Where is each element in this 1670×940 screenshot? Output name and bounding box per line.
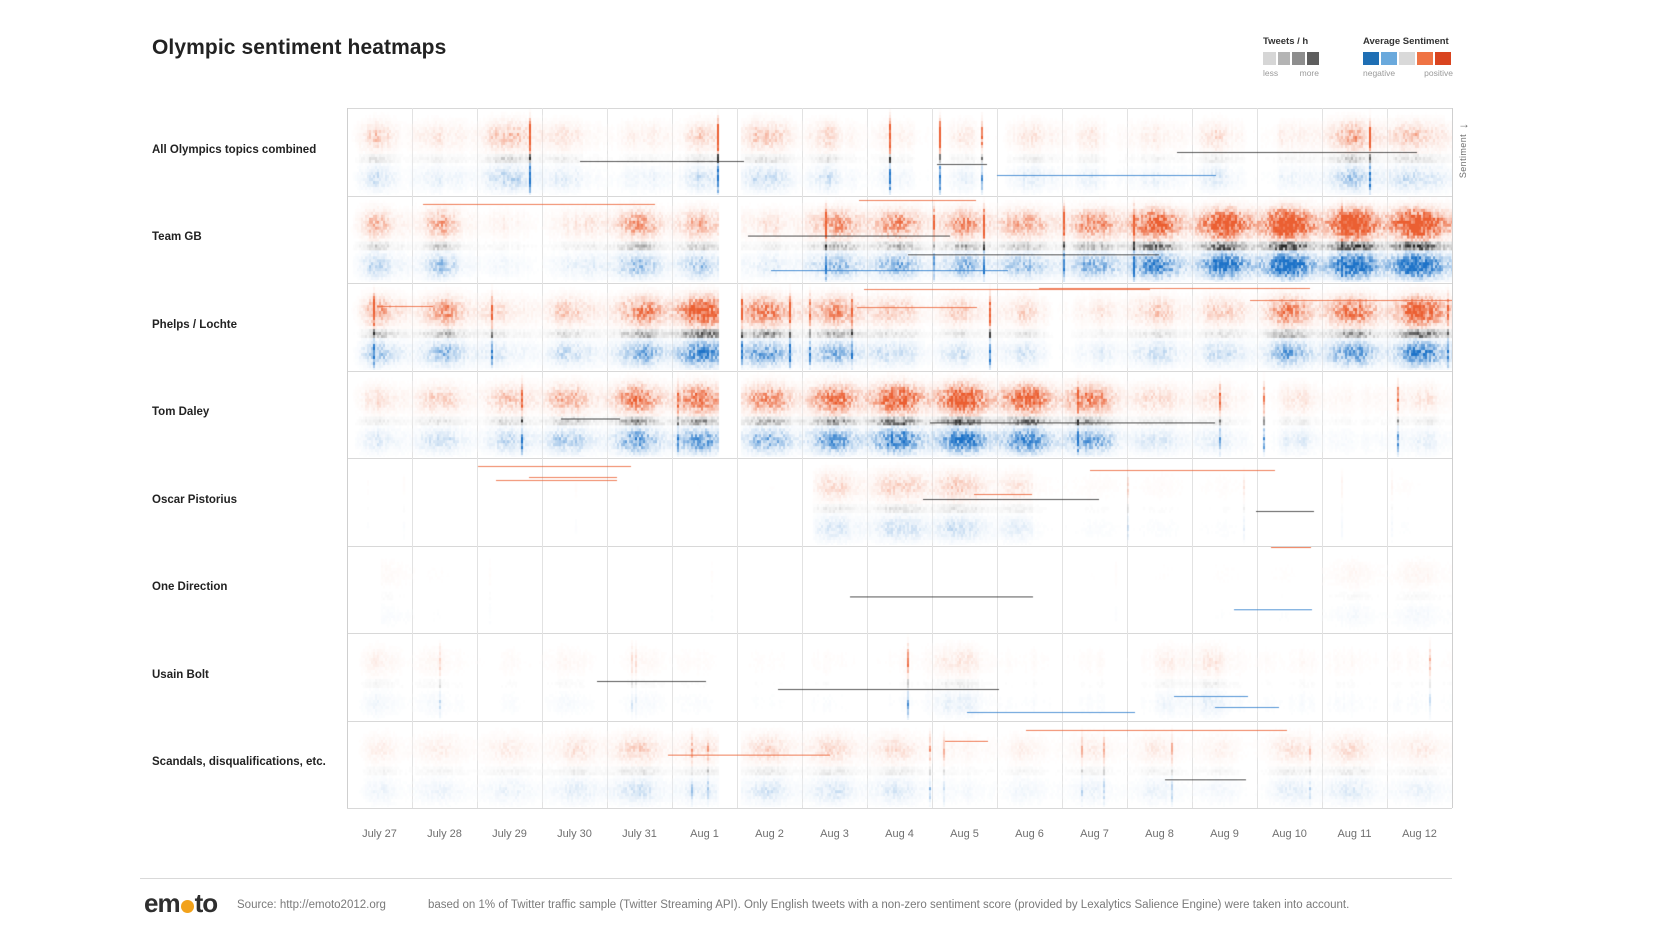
heatmap-row-label: All Olympics topics combined bbox=[152, 143, 317, 156]
x-axis-tick-label: Aug 1 bbox=[690, 828, 719, 840]
x-axis-tick-label: July 29 bbox=[492, 828, 527, 840]
legend-sentiment-swatches bbox=[1363, 52, 1453, 65]
heatmap-row-canvas bbox=[347, 284, 1452, 370]
logo-dot-icon bbox=[181, 900, 194, 913]
heatmap-row-canvas bbox=[347, 372, 1452, 458]
heatmap-row-canvas bbox=[347, 547, 1452, 633]
legend-sentiment-swatch-4 bbox=[1435, 52, 1451, 65]
sentiment-axis-annotation bbox=[1458, 118, 1478, 198]
x-axis-tick-label: July 31 bbox=[622, 828, 657, 840]
legend-sentiment-labels bbox=[1363, 68, 1453, 78]
sentiment-axis-label: Sentiment bbox=[1458, 134, 1468, 179]
gridline-vertical bbox=[1452, 108, 1453, 808]
heatmap-row-label: Tom Daley bbox=[152, 406, 210, 419]
emoto-logo bbox=[144, 888, 217, 919]
legend-tweets-high-label: more bbox=[1299, 68, 1319, 78]
heatmap-row-canvas bbox=[347, 197, 1452, 283]
x-axis-tick-label: Aug 5 bbox=[950, 828, 979, 840]
legend-tweets-swatch-0 bbox=[1263, 52, 1276, 65]
footer-divider bbox=[140, 878, 1452, 879]
legend-sentiment-high-label: positive bbox=[1424, 68, 1453, 78]
heatmap-row-canvas bbox=[347, 722, 1452, 808]
footer-source: Source: http://emoto2012.org bbox=[237, 899, 386, 911]
heatmap-row bbox=[347, 284, 1452, 370]
legend-sentiment-low-label: negative bbox=[1363, 68, 1396, 78]
legend-tweets-low-label: less bbox=[1263, 68, 1279, 78]
footer-note: based on 1% of Twitter traffic sample (Twitter Streaming API). Only English tweets with a non-zero sentiment score (provided by Lexalytics Salience Engine) were taken into account. bbox=[428, 899, 1350, 911]
heatmap-row-canvas bbox=[347, 634, 1452, 720]
heatmap-row bbox=[347, 372, 1452, 458]
x-axis-tick-label: Aug 9 bbox=[1210, 828, 1239, 840]
page-title: Olympic sentiment heatmaps bbox=[152, 36, 447, 59]
legend-tweets-per-hour bbox=[1263, 36, 1319, 78]
heatmap-row bbox=[347, 197, 1452, 283]
legend-sentiment-swatch-3 bbox=[1417, 52, 1433, 65]
heatmap-row-label: Phelps / Lochte bbox=[152, 318, 237, 331]
legend-tweets-title: Tweets / h bbox=[1263, 36, 1309, 47]
heatmap-row-label: One Direction bbox=[152, 581, 228, 594]
x-axis-tick-label: Aug 11 bbox=[1337, 828, 1372, 840]
legend-average-sentiment bbox=[1363, 36, 1453, 78]
heatmap-row bbox=[347, 722, 1452, 808]
heatmap-row-label: Usain Bolt bbox=[152, 668, 209, 681]
legend-sentiment-swatch-0 bbox=[1363, 52, 1379, 65]
x-axis-tick-label: Aug 12 bbox=[1402, 828, 1437, 840]
legend-tweets-swatches bbox=[1263, 52, 1319, 65]
heatmap-row bbox=[347, 459, 1452, 545]
x-axis-tick-label: Aug 3 bbox=[820, 828, 849, 840]
x-axis-tick-label: Aug 4 bbox=[885, 828, 914, 840]
x-axis-tick-label: Aug 2 bbox=[755, 828, 784, 840]
legend-sentiment-title: Average Sentiment bbox=[1363, 36, 1449, 47]
x-axis-tick-label: Aug 10 bbox=[1272, 828, 1307, 840]
legend-tweets-labels bbox=[1263, 68, 1319, 78]
legend-sentiment-swatch-2 bbox=[1399, 52, 1415, 65]
legend-tweets-swatch-3 bbox=[1307, 52, 1320, 65]
heatmap-row-label: Team GB bbox=[152, 231, 202, 244]
legend-tweets-swatch-1 bbox=[1278, 52, 1291, 65]
x-axis-tick-label: July 28 bbox=[427, 828, 462, 840]
legend-tweets-swatch-2 bbox=[1292, 52, 1305, 65]
x-axis-tick-label: July 30 bbox=[557, 828, 592, 840]
x-axis-tick-label: July 27 bbox=[362, 828, 397, 840]
heatmap-row bbox=[347, 547, 1452, 633]
heatmap-row-label: Scandals, disqualifications, etc. bbox=[152, 756, 326, 769]
x-axis-tick-label: Aug 7 bbox=[1080, 828, 1109, 840]
logo-text-left: em bbox=[144, 888, 180, 918]
logo-text-right: to bbox=[194, 888, 218, 918]
x-axis-tick-label: Aug 6 bbox=[1015, 828, 1044, 840]
legend-sentiment-swatch-1 bbox=[1381, 52, 1397, 65]
x-axis-tick-label: Aug 8 bbox=[1145, 828, 1174, 840]
heatmap-row-canvas bbox=[347, 109, 1452, 195]
sentiment-axis-arrow-icon: → bbox=[1458, 117, 1470, 131]
heatmap-row-canvas bbox=[347, 459, 1452, 545]
heatmap-row-label: Oscar Pistorius bbox=[152, 493, 238, 506]
heatmap-row bbox=[347, 634, 1452, 720]
gridline-horizontal bbox=[347, 808, 1452, 809]
heatmap-row bbox=[347, 109, 1452, 195]
